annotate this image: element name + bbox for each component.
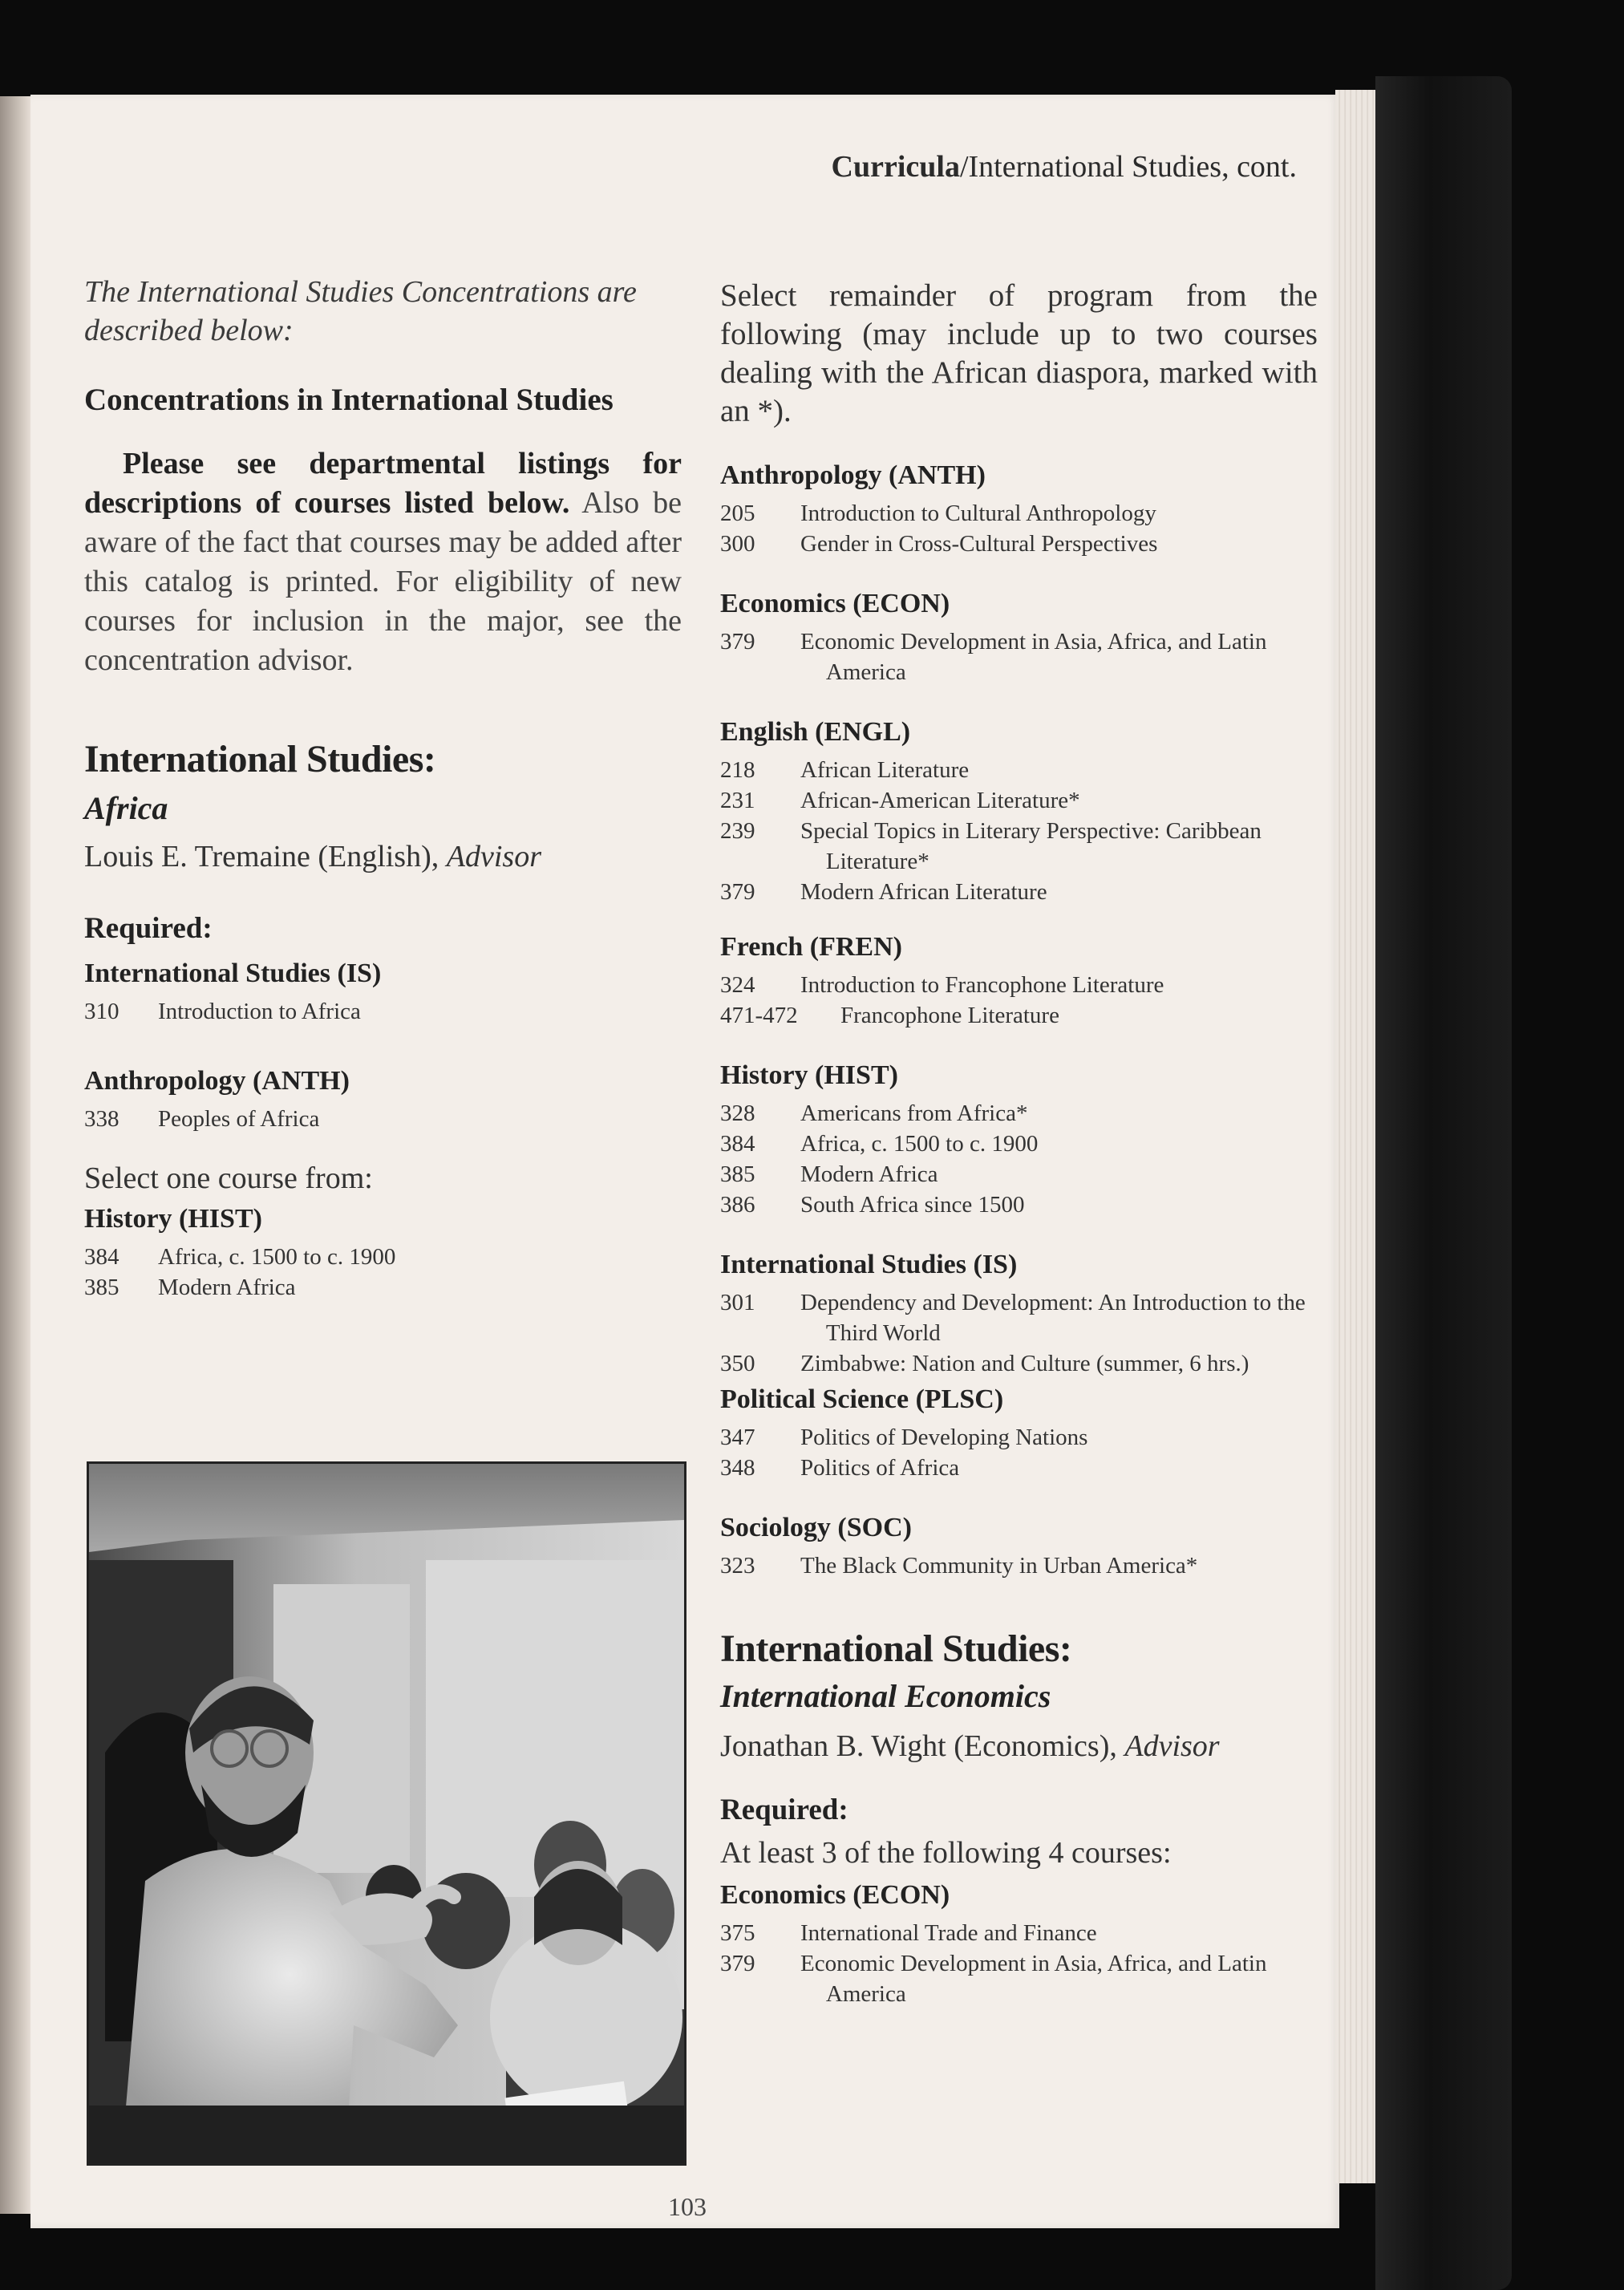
select-one-text: Select one course from: [84, 1161, 373, 1195]
course-title: The Black Community in Urban America* [800, 1553, 1198, 1579]
course-title: Economic Development in Asia, Africa, and Latin America [800, 629, 1267, 685]
required-heading: Required: [720, 1793, 848, 1826]
course-title: Special Topics in Literary Perspective: Caribbean Literature* [800, 818, 1262, 874]
advisor-role: Advisor [1124, 1729, 1220, 1763]
course-list [720, 1422, 1318, 1483]
course-list [720, 1098, 1318, 1220]
course-title: Americans from Africa* [800, 1100, 1028, 1126]
intro-paragraph [84, 444, 682, 680]
course-title: African-American Literature* [800, 788, 1080, 813]
course-item [720, 1098, 1318, 1129]
page-number: 103 [668, 2192, 707, 2221]
course-title: Introduction to Francophone Literature [800, 972, 1164, 998]
dept-heading: Sociology (SOC) [720, 1513, 912, 1542]
dept-heading: Economics (ECON) [720, 589, 950, 618]
course-title: Modern African Literature [800, 879, 1047, 905]
course-item [720, 498, 1318, 529]
page-stack [1335, 90, 1375, 2183]
course-number: 218 [720, 757, 755, 783]
course-item [720, 1550, 1318, 1581]
course-title: Africa, c. 1500 to c. 1900 [800, 1131, 1039, 1157]
section-sub-africa: Africa [84, 790, 168, 826]
advisor-africa [84, 836, 682, 877]
course-number: 347 [720, 1425, 755, 1450]
course-item [720, 529, 1318, 559]
course-title: Gender in Cross-Cultural Perspectives [800, 531, 1158, 557]
book-left-edge [0, 96, 30, 2214]
dept-heading: History (HIST) [720, 1060, 898, 1090]
dept-heading: English (ENGL) [720, 717, 911, 747]
right-column [720, 277, 1318, 2009]
course-title: Dependency and Development: An Introduction to the Third World [800, 1290, 1306, 1346]
dept-heading: French (FREN) [720, 932, 902, 962]
course-number: 338 [84, 1106, 119, 1132]
course-number: 379 [720, 879, 755, 905]
course-list [720, 755, 1318, 907]
course-number: 385 [720, 1161, 755, 1187]
course-title: South Africa since 1500 [800, 1192, 1025, 1218]
course-number: 310 [84, 999, 119, 1024]
course-title: Politics of Developing Nations [800, 1425, 1088, 1450]
course-title: African Literature [800, 757, 970, 783]
course-title: Francophone Literature [840, 1003, 1059, 1028]
running-head [832, 149, 1297, 184]
para-lead: Please see departmental listings for descriptions of courses listed below. [84, 447, 682, 520]
required-heading: Required: [84, 912, 213, 945]
course-list [84, 1104, 682, 1134]
course-item [720, 1159, 1318, 1190]
course-item [720, 1190, 1318, 1220]
advisor-role: Advisor [446, 840, 541, 873]
course-number: 323 [720, 1553, 755, 1579]
course-item [720, 785, 1318, 816]
course-number: 379 [720, 629, 755, 655]
course-item [720, 1918, 1318, 1948]
dept-heading: International Studies (IS) [84, 959, 382, 988]
concentrations-heading: Concentrations in International Studies [84, 383, 614, 417]
course-number: 324 [720, 972, 755, 998]
course-item [720, 1422, 1318, 1453]
course-item [720, 1453, 1318, 1483]
course-item [720, 970, 1318, 1000]
course-number: 300 [720, 531, 755, 557]
course-number: 301 [720, 1290, 755, 1315]
course-number: 239 [720, 818, 755, 844]
running-head-bold: Curricula [831, 150, 960, 184]
course-item [720, 1129, 1318, 1159]
book-cover [1375, 76, 1512, 2290]
course-item [720, 877, 1318, 907]
course-title: Modern Africa [800, 1161, 938, 1187]
course-number: 384 [84, 1244, 119, 1270]
dept-heading: International Studies (IS) [720, 1250, 1018, 1279]
course-item [720, 1000, 1318, 1031]
section-sub-econ: International Economics [720, 1678, 1051, 1714]
course-list [84, 996, 682, 1027]
course-number: 328 [720, 1100, 755, 1126]
course-number: 384 [720, 1131, 755, 1157]
dept-heading: Anthropology (ANTH) [720, 460, 986, 490]
dept-heading: Political Science (PLSC) [720, 1384, 1004, 1414]
classroom-photo [87, 1461, 686, 2166]
section-title-africa: International Studies: [84, 738, 436, 780]
course-item [84, 1104, 682, 1134]
course-list [84, 1242, 682, 1303]
course-title: Peoples of Africa [158, 1106, 320, 1132]
select-remainder-text: Select remainder of program from the following (may include up to two courses dealing with the African diaspora, marked with an *). [720, 278, 1318, 428]
dept-heading: Anthropology (ANTH) [84, 1066, 350, 1096]
course-title: Africa, c. 1500 to c. 1900 [158, 1244, 396, 1270]
course-item [720, 1948, 1318, 2009]
course-item [720, 1348, 1318, 1379]
dept-heading: Economics (ECON) [720, 1880, 950, 1910]
left-column [84, 273, 682, 1303]
course-list [720, 1918, 1318, 2009]
course-item [720, 816, 1318, 877]
course-number: 231 [720, 788, 755, 813]
course-title: Modern Africa [158, 1275, 296, 1300]
course-item [720, 1287, 1318, 1348]
advisor-econ [720, 1725, 1318, 1767]
course-list [720, 970, 1318, 1031]
running-head-rest: /International Studies, cont. [959, 150, 1297, 184]
course-title: Politics of Africa [800, 1455, 960, 1481]
advisor-name: Jonathan B. Wight (Economics), [720, 1729, 1125, 1763]
course-item [720, 755, 1318, 785]
advisor-name: Louis E. Tremaine (English), [84, 840, 447, 873]
course-title: Economic Development in Asia, Africa, and Latin America [800, 1951, 1267, 2007]
course-number: 471-472 [720, 1003, 798, 1028]
course-list [720, 626, 1318, 687]
course-item [84, 1242, 682, 1272]
at-least-text: At least 3 of the following 4 courses: [720, 1836, 1172, 1870]
course-item [84, 1272, 682, 1303]
course-title: International Trade and Finance [800, 1920, 1097, 1946]
course-item [84, 996, 682, 1027]
section-title-econ: International Studies: [720, 1627, 1072, 1670]
course-number: 385 [84, 1275, 119, 1300]
course-number: 348 [720, 1455, 755, 1481]
course-number: 379 [720, 1951, 755, 1976]
intro-text: The International Studies Concentrations are described below: [84, 275, 637, 347]
classroom-photo-illustration [89, 1464, 684, 2163]
course-list [720, 1550, 1318, 1581]
para-rest: Also be aware of the fact that courses may be added after this catalog is printed. For eligibility of new courses for inclusion in the major, see the concentration advisor. [84, 486, 682, 677]
course-title: Introduction to Africa [158, 999, 361, 1024]
course-title: Zimbabwe: Nation and Culture (summer, 6 hrs.) [800, 1351, 1249, 1376]
course-list [720, 498, 1318, 559]
course-number: 205 [720, 501, 755, 526]
course-number: 375 [720, 1920, 755, 1946]
course-number: 350 [720, 1351, 755, 1376]
course-title: Introduction to Cultural Anthropology [800, 501, 1156, 526]
course-number: 386 [720, 1192, 755, 1218]
dept-heading: History (HIST) [84, 1204, 262, 1234]
course-item [720, 626, 1318, 687]
course-list [720, 1287, 1318, 1379]
